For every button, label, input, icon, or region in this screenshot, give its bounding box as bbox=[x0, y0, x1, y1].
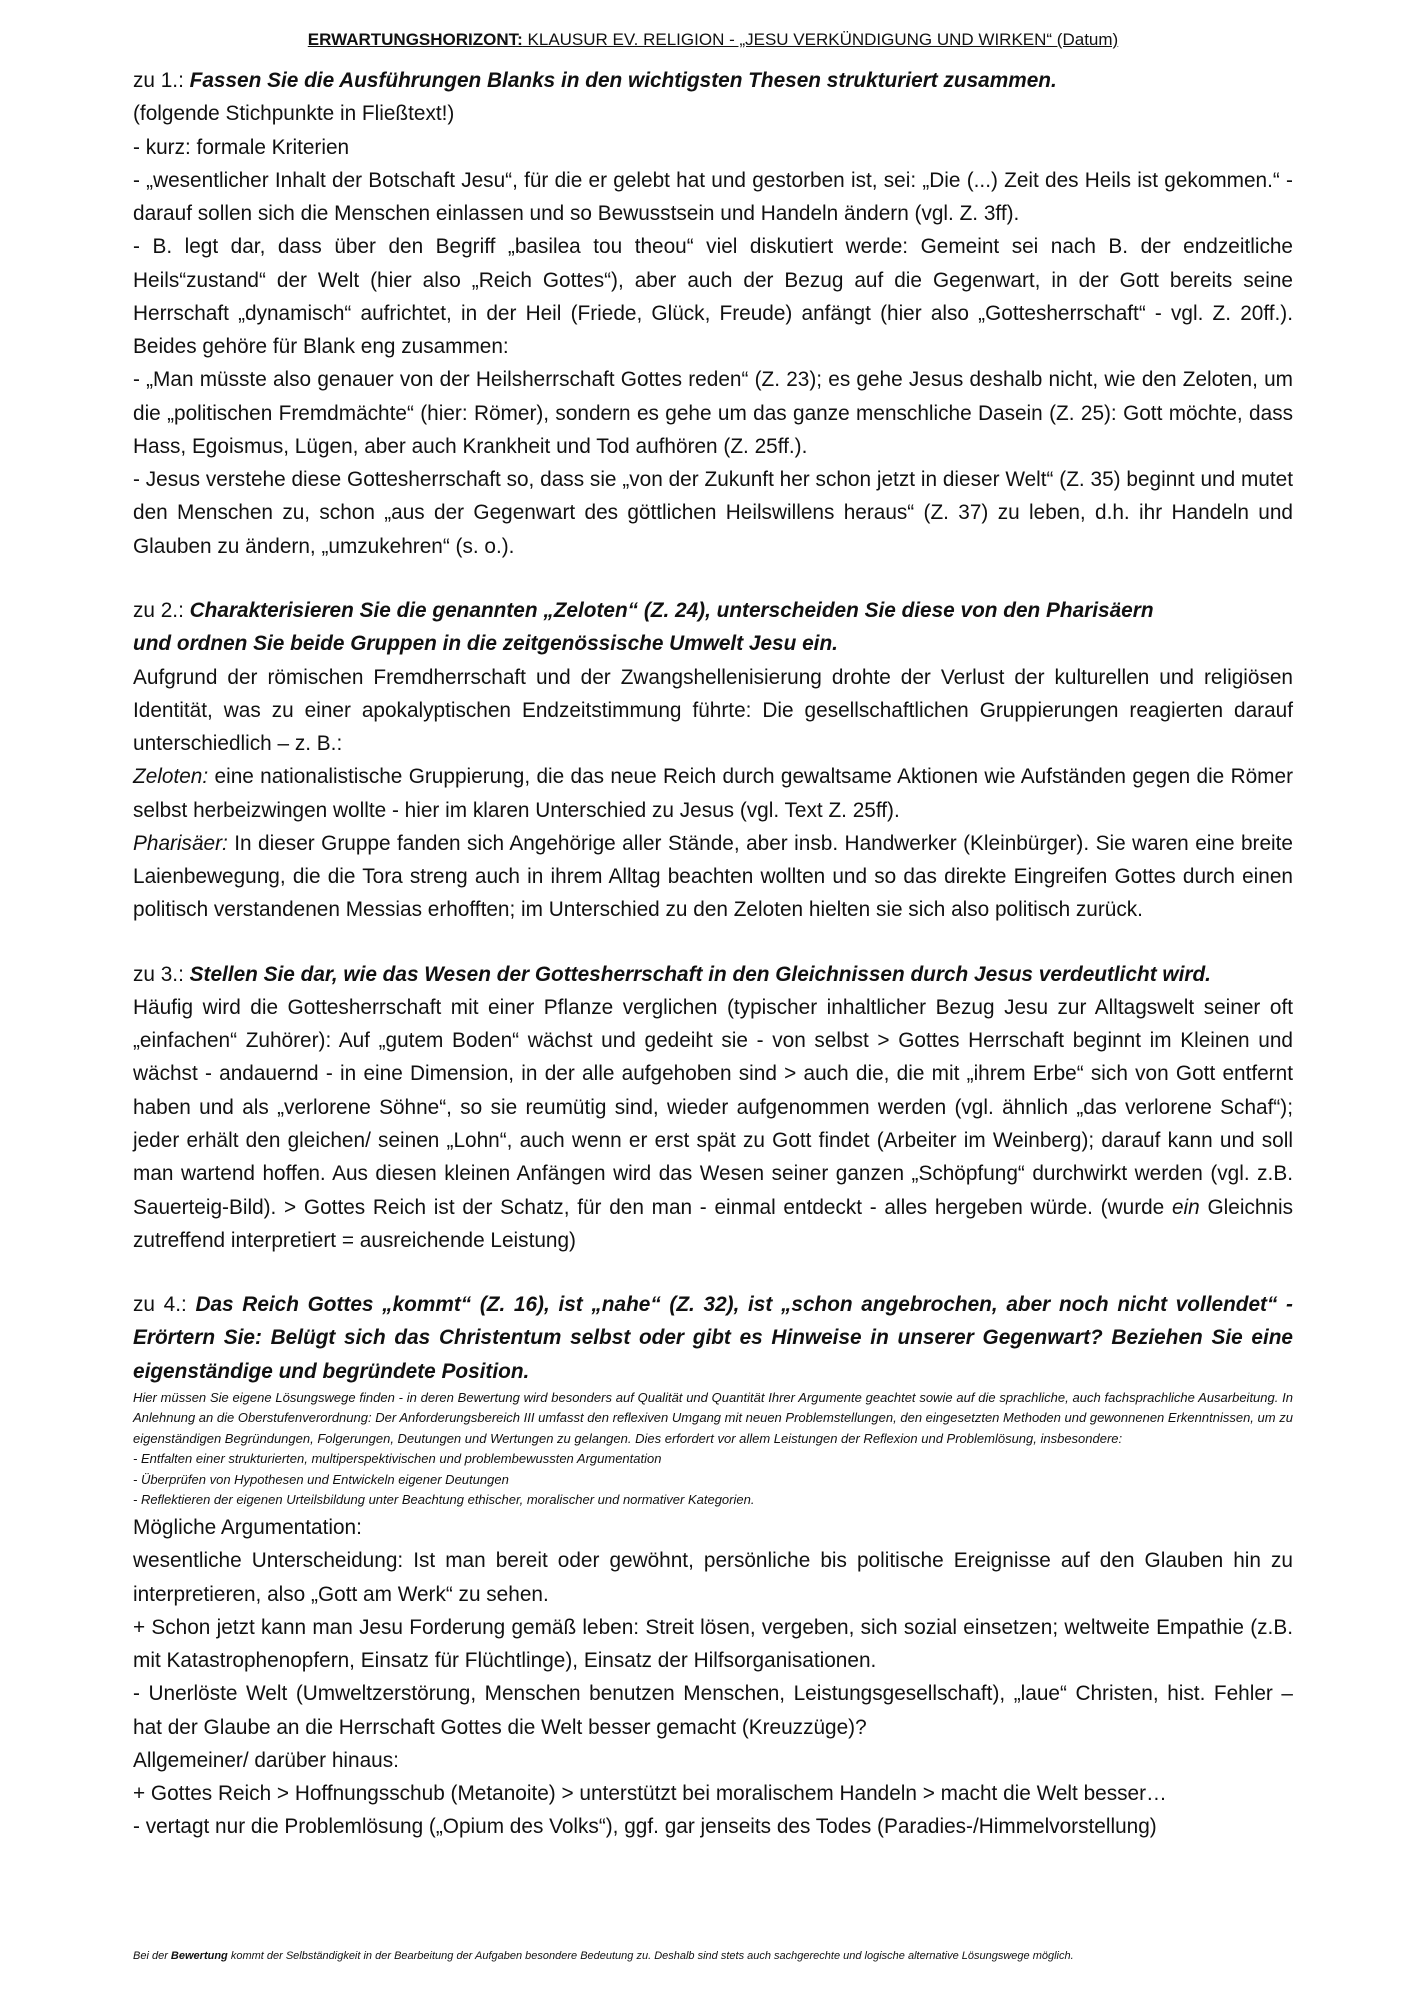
task-4-text: Das Reich Gottes „kommt“ (Z. 16), ist „nahe“ (Z. 32), ist „schon angebrochen, aber noch nicht vollendet“ - Erörtern Sie: Belügt sich das Christentum selbst oder gibt es Hinweise in unserer Gegenwart? Beziehen Sie eine eigenständige und begründete Position. bbox=[133, 1293, 1293, 1383]
s4-paragraph: - Unerlöste Welt (Umweltzerstörung, Menschen benutzen Menschen, Leistungsgesellschaft), „laue“ Christen, hist. Fehler – hat der Glaube an die Herrschaft Gottes die Welt besser gemacht (Kreuzzüge)? bbox=[133, 1682, 1293, 1739]
section-3 bbox=[133, 958, 1293, 1257]
s3-paragraph bbox=[133, 991, 1293, 1257]
pharisaeer-text: In dieser Gruppe fanden sich Angehörige aller Stände, aber insb. Handwerker (Kleinbürger). Sie waren eine breite Laienbewegung, die die Tora streng auch in ihrem Alltag beachten wollten und so das direkte Eingreifen Gottes durch einen politisch verstandenen Messias erhofften; im Unterschied zu den Zeloten hielten sie sich also politisch zurück. bbox=[133, 831, 1293, 922]
task-2-text-line2: und ordnen Sie beide Gruppen in die zeitgenössische Umwelt Jesu ein. bbox=[133, 632, 838, 656]
s1-paragraph: - kurz: formale Kriterien bbox=[133, 135, 350, 159]
zeloten-text: eine nationalistische Gruppierung, die das neue Reich durch gewaltsame Aktionen wie Aufständen gegen die Römer selbst herbeizwingen wollte - hier im klaren Unterschied zu Jesus (vgl. Text Z. 25ff). bbox=[133, 765, 1293, 822]
section-4 bbox=[133, 1288, 1293, 1844]
task-3-prefix: zu 3.: bbox=[133, 962, 190, 986]
task-1-heading bbox=[133, 64, 1293, 97]
s1-paragraph: - „wesentlicher Inhalt der Botschaft Jesu“, für die er gelebt hat und gestorben ist, sei: „Die (...) Zeit des Heils ist gekommen.“ - darauf sollen sich die Menschen einlassen und so Bewusstsein und Handeln ändern (vgl. Z. 3ff). bbox=[133, 168, 1293, 226]
page-header bbox=[133, 30, 1293, 50]
footer-text-b: kommt der Selbständigkeit in der Bearbeitung der Aufgaben besondere Bedeutung zu. Deshalb sind stets auch sachgerechte und logische alternative Lösungswege möglich. bbox=[227, 1950, 1074, 1962]
footer-text-a: Bei der bbox=[133, 1950, 171, 1962]
s2-zeloten bbox=[133, 760, 1293, 827]
s1-paragraph: (folgende Stichpunkte in Fließtext!) bbox=[133, 102, 455, 126]
s3-text-b: Gleichnis zutreffend interpretiert = ausreichende Leistung) bbox=[133, 1195, 1294, 1252]
s1-paragraph: - „Man müsste also genauer von der Heilsherrschaft Gottes reden“ (Z. 23); es gehe Jesus deshalb nicht, wie den Zeloten, um die „politischen Fremdmächte“ (hier: Römer), sondern es gehe um das ganze menschliche Dasein (Z. 25): Gott möchte, dass Hass, Egoismus, Lügen, aber auch Krankheit und Tod aufhören (Z. 25ff.). bbox=[133, 368, 1293, 458]
task-4-prefix: zu 4.: bbox=[133, 1293, 196, 1317]
section-2 bbox=[133, 594, 1293, 927]
footer-bold: Bewertung bbox=[170, 1950, 228, 1962]
s1-paragraph: - Jesus verstehe diese Gottesherrschaft so, dass sie „von der Zukunft her schon jetzt in dieser Welt“ (Z. 35) beginnt und mutet den Menschen zu, schon „aus der Gegenwart des göttlichen Heilswillens heraus“ (Z. 37) zu leben, d.h. ihr Handeln und Glauben zu ändern, „umzukehren“ (s. o.). bbox=[133, 468, 1293, 558]
s4-note-item: - Reflektieren der eigenen Urteilsbildung unter Beachtung ethischer, moralischer und normativer Kategorien. bbox=[133, 1492, 755, 1508]
header-title-bold: ERWARTUNGSHORIZONT: bbox=[307, 30, 523, 49]
task-3-heading bbox=[133, 958, 1293, 991]
s1-paragraph: - B. legt dar, dass über den Begriff „basilea tou theou“ viel diskutiert werde: Gemeint sei nach B. der endzeitliche Heils“zustand“ der Welt (hier also „Reich Gottes“), aber auch der Bezug auf die Gegenwart, in der Gott bereits seine Herrschaft „dynamisch“ aufrichtet, in der Heil (Friede, Glück, Freude) anfängt (hier also „Gottesherrschaft“ - vgl. Z. 20ff.). Beides gehöre für Blank eng zusammen: bbox=[133, 235, 1293, 359]
zeloten-label: Zeloten: bbox=[133, 765, 209, 789]
document-page bbox=[133, 30, 1293, 1844]
header-title-rest: KLAUSUR EV. RELIGION - „JESU VERKÜNDIGUNG UND WIRKEN“ (Datum) bbox=[522, 30, 1119, 49]
task-1-text: Fassen Sie die Ausführungen Blanks in den wichtigsten Thesen strukturiert zusammen. bbox=[189, 69, 1057, 92]
s3-text-a: Häufig wird die Gottesherrschaft mit einer Pflanze verglichen (typischer inhaltlicher Bezug Jesu zur Alltagswelt seiner oft „einfachen“ Zuhörer): Auf „gutem Boden“ wächst und gedeiht sie - von selbst > Gottes Herrschaft beginnt im Kleinen und wächst - andauernd - in eine Dimension, in der alle aufgehoben sind > auch die, die mit „ihrem Erbe“ sich von Gott entfernt haben und als „verlorene Söhne“, so sie reumütig sind, wieder aufgenommen werden (vgl. ähnlich „das verlorene Schaf“); jeder erhält den gleichen/ seinen „Lohn“, auch wenn er erst spät zu Gott findet (Arbeiter im Weinberg); darauf kann und soll man wartend hoffen. Aus diesen kleinen Anfängen wird das Wesen seiner ganzen „Schöpfung“ durchwirkt werden (vgl. z.B. Sauerteig-Bild). > Gottes Reich ist der Schatz, für den man - einmal entdeckt - alles hergeben würde. (wurde bbox=[133, 995, 1293, 1219]
s4-note: Hier müssen Sie eigene Lösungswege finden - in deren Bewertung wird besonders auf Qualität und Quantität Ihrer Argumente geachtet sowie auf die sprachliche, auch fachsprachliche Ausarbeitung. In Anlehnung an die Oberstufenverordnung: Der Anforderungsbereich III umfasst den reflexiven Umgang mit neuen Problemstellungen, den eingesetzten Methoden und gewonnenen Erkenntnissen, um zu eigenständigen Begründungen, Folgerungen, Deutungen und Wertungen zu gelangen. Dies erfordert vor allem Leistungen der Reflexion und Problemlösung, insbesondere: bbox=[133, 1389, 1293, 1446]
s3-text-em: ein bbox=[1171, 1195, 1200, 1219]
s4-note-item: - Überprüfen von Hypothesen und Entwickeln eigener Deutungen bbox=[133, 1471, 509, 1487]
s4-paragraph: wesentliche Unterscheidung: Ist man bereit oder gewöhnt, persönliche bis politische Ereignisse auf den Glauben hin zu interpretieren, also „Gott am Werk“ zu sehen. bbox=[133, 1549, 1293, 1606]
page-footer bbox=[133, 1950, 1293, 1962]
task-1-prefix: zu 1.: bbox=[133, 69, 190, 92]
s4-paragraph: + Schon jetzt kann man Jesu Forderung gemäß leben: Streit lösen, vergeben, sich sozial einsetzen; weltweite Empathie (z.B. mit Katastrophenopfern, Einsatz für Flüchtlinge), Einsatz der Hilfsorganisationen. bbox=[133, 1615, 1293, 1673]
s2-intro: Aufgrund der römischen Fremdherrschaft und der Zwangshellenisierung drohte der Verlust der kulturellen und religiösen Identität, was zu einer apokalyptischen Endzeitstimmung führte: Die gesellschaftlichen Gruppierungen reagierten darauf unterschiedlich – z. B.: bbox=[133, 665, 1293, 756]
pharisaeer-label: Pharisäer: bbox=[133, 831, 228, 855]
task-4-heading bbox=[133, 1288, 1293, 1388]
task-3-text: Stellen Sie dar, wie das Wesen der Gottesherrschaft in den Gleichnissen durch Jesus verdeutlicht wird. bbox=[189, 962, 1211, 986]
s4-paragraph: Mögliche Argumentation: bbox=[133, 1516, 362, 1540]
s4-note-item: - Entfalten einer strukturierten, multiperspektivischen und problembewussten Argumentation bbox=[133, 1451, 662, 1467]
task-2-prefix: zu 2.: bbox=[133, 598, 190, 622]
s4-paragraph: - vertagt nur die Problemlösung („Opium des Volks“), ggf. gar jenseits des Todes (Paradies-/Himmelvorstellung) bbox=[133, 1815, 1157, 1839]
s4-paragraph: Allgemeiner/ darüber hinaus: bbox=[133, 1748, 399, 1772]
task-2-heading bbox=[133, 594, 1293, 627]
s4-paragraph: + Gottes Reich > Hoffnungsschub (Metanoite) > unterstützt bei moralischem Handeln > macht die Welt besser… bbox=[133, 1782, 1167, 1806]
s2-pharisaeer bbox=[133, 827, 1293, 927]
task-2-text-line1: Charakterisieren Sie die genannten „Zeloten“ (Z. 24), unterscheiden Sie diese von den Pharisäern bbox=[189, 598, 1154, 622]
section-1 bbox=[133, 64, 1293, 563]
